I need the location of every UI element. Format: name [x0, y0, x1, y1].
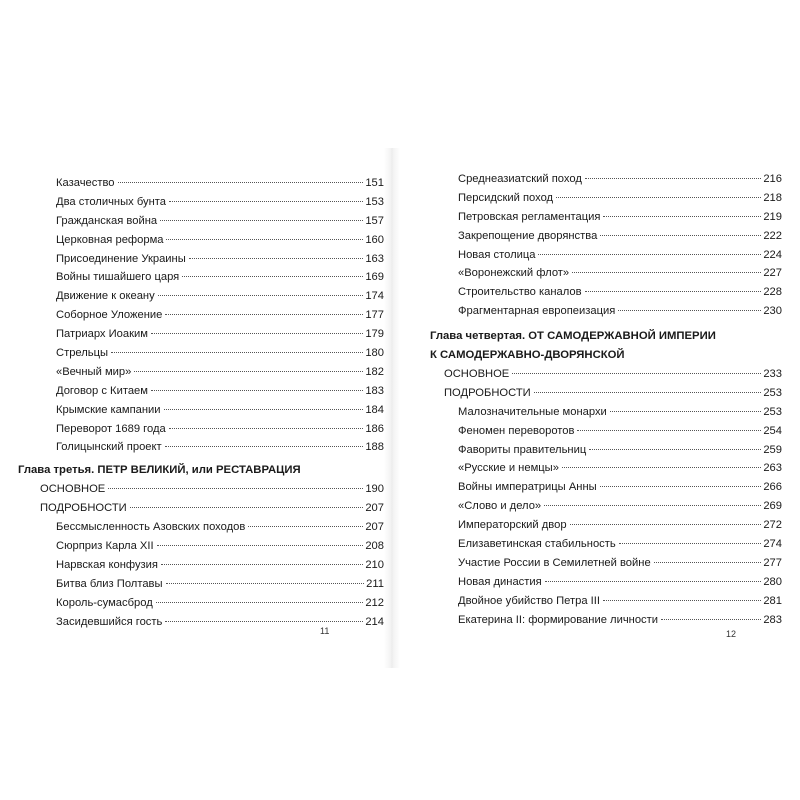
- toc-section: [400, 367, 782, 386]
- toc-entry-title: «Русские и немцы»: [458, 462, 559, 475]
- toc-entry: [400, 556, 782, 575]
- toc-entry-page: 218: [763, 191, 782, 204]
- toc-entry-page: 174: [365, 290, 384, 303]
- toc-entry-title: Двойное убийство Петра III: [458, 594, 600, 607]
- toc-entry-page: 230: [763, 305, 782, 318]
- toc-entry: [18, 384, 384, 403]
- toc-entry-page: 210: [365, 558, 384, 571]
- toc-entry: [400, 248, 782, 267]
- leader-dots: [603, 600, 761, 601]
- toc-entry-page: 208: [365, 539, 384, 552]
- toc-entry-title: Сюрприз Карла XII: [56, 539, 154, 552]
- right-toc: [400, 172, 782, 631]
- toc-entry-title: Персидский поход: [458, 191, 554, 204]
- toc-entry-page: 253: [763, 405, 782, 418]
- toc-entry: [18, 176, 384, 195]
- toc-entry: [400, 461, 782, 480]
- toc-entry: [400, 172, 782, 191]
- leader-dots: [544, 505, 761, 506]
- toc-entry: [18, 270, 384, 289]
- leader-dots: [534, 392, 762, 393]
- toc-entry-title: Новая столица: [458, 248, 536, 261]
- toc-entry-page: 182: [365, 365, 384, 378]
- toc-entry: [400, 443, 782, 462]
- leader-dots: [151, 390, 363, 391]
- leader-dots: [618, 310, 761, 311]
- leader-dots: [661, 619, 761, 620]
- toc-entry: [18, 365, 384, 384]
- toc-entry-title: Засидевшийся гость: [56, 615, 163, 628]
- toc-entry-page: 272: [763, 519, 782, 532]
- toc-entry-page: 169: [365, 271, 384, 284]
- left-page: [18, 148, 384, 668]
- toc-entry-page: 222: [763, 229, 782, 242]
- toc-entry-page: 163: [365, 252, 384, 265]
- leader-dots: [165, 446, 364, 447]
- toc-entry-title: Договор с Китаем: [56, 384, 148, 397]
- leader-dots: [161, 564, 363, 565]
- leader-dots: [610, 411, 762, 412]
- toc-entry-title: Гражданская война: [56, 214, 158, 227]
- toc-entry-page: 281: [763, 594, 782, 607]
- leader-dots: [169, 428, 364, 429]
- leader-dots: [603, 216, 761, 217]
- toc-entry: [400, 285, 782, 304]
- leader-dots: [577, 430, 761, 431]
- leader-dots: [562, 467, 761, 468]
- toc-entry: [18, 214, 384, 233]
- toc-entry: [400, 210, 782, 229]
- toc-entry-title: Войны тишайшего царя: [56, 271, 180, 284]
- leader-dots: [182, 276, 363, 277]
- toc-entry-title: Битва близ Полтавы: [56, 577, 163, 590]
- toc-entry: [18, 252, 384, 271]
- toc-entry-title: Стрельцы: [56, 347, 109, 360]
- toc-entry-page: 160: [365, 233, 384, 246]
- leader-dots: [118, 182, 364, 183]
- leader-dots: [585, 291, 762, 292]
- leader-dots: [166, 583, 365, 584]
- toc-entry-page: 227: [763, 267, 782, 280]
- toc-entry-page: 153: [365, 195, 384, 208]
- toc-entry: [400, 537, 782, 556]
- toc-entry: [18, 327, 384, 346]
- toc-entry-page: 180: [365, 347, 384, 360]
- toc-entry-title: Фавориты правительниц: [458, 443, 587, 456]
- toc-entry-title: Крымские кампании: [56, 403, 161, 416]
- page-number: 11: [320, 626, 330, 636]
- page-number: 12: [726, 629, 737, 639]
- toc-entry: [400, 229, 782, 248]
- leader-dots: [164, 409, 364, 410]
- toc-entry-page: 186: [365, 422, 384, 435]
- leader-dots: [556, 197, 761, 198]
- toc-entry: [18, 195, 384, 214]
- leader-dots: [600, 235, 761, 236]
- toc-entry: [400, 518, 782, 537]
- toc-entry: [18, 440, 384, 459]
- toc-entry-title: Феномен переворотов: [458, 424, 575, 437]
- toc-section-page: 207: [365, 502, 384, 515]
- toc-entry-page: 277: [763, 556, 782, 569]
- toc-entry-title: Фрагментарная европеизация: [458, 305, 616, 318]
- toc-entry: [400, 405, 782, 424]
- toc-entry: [18, 308, 384, 327]
- leader-dots: [165, 314, 363, 315]
- toc-entry-title: Елизаветинская стабильность: [458, 537, 616, 550]
- right-page: [400, 148, 782, 668]
- leader-dots: [600, 486, 762, 487]
- toc-entry: [400, 424, 782, 443]
- toc-entry-page: 274: [763, 537, 782, 550]
- leader-dots: [248, 526, 363, 527]
- chapter-heading: Глава третья. ПЕТР ВЕЛИКИЙ, или РЕСТАВРАЦИЯ: [18, 464, 301, 477]
- toc-entry-title: Присоединение Украины: [56, 252, 186, 265]
- toc-entry-title: Петровская регламентация: [458, 210, 601, 223]
- chapter-heading-continued: К САМОДЕРЖАВНО-ДВОРЯНСКОЙ: [430, 349, 625, 362]
- toc-entry: [18, 520, 384, 539]
- toc-entry-title: Патриарх Иоаким: [56, 328, 148, 341]
- toc-entry-title: Строительство каналов: [458, 286, 582, 299]
- toc-section-title: ОСНОВНОЕ: [40, 483, 106, 496]
- toc-entry-page: 207: [365, 521, 384, 534]
- toc-entry-page: 214: [365, 615, 384, 628]
- leader-dots: [158, 295, 364, 296]
- toc-entry-page: 259: [763, 443, 782, 456]
- toc-entry: [18, 539, 384, 558]
- toc-entry: [18, 422, 384, 441]
- leader-dots: [108, 488, 363, 489]
- toc-entry-page: 219: [763, 210, 782, 223]
- toc-entry-title: Участие России в Семилетней войне: [458, 556, 651, 569]
- leader-dots: [157, 545, 364, 546]
- toc-entry-page: 211: [366, 577, 384, 590]
- toc-section-title: ОСНОВНОЕ: [444, 367, 510, 380]
- toc-entry-title: Бессмысленность Азовских походов: [56, 521, 246, 534]
- toc-entry-title: Два столичных бунта: [56, 195, 166, 208]
- toc-entry-page: 269: [763, 500, 782, 513]
- leader-dots: [111, 352, 363, 353]
- toc-entry-page: 283: [763, 613, 782, 626]
- toc-entry: [400, 266, 782, 285]
- toc-entry: [400, 613, 782, 632]
- toc-entry: [400, 191, 782, 210]
- toc-entry-page: 280: [763, 575, 782, 588]
- toc-entry-page: 188: [365, 441, 384, 454]
- leader-dots: [585, 178, 761, 179]
- toc-section-page: 233: [763, 367, 782, 380]
- toc-entry: [18, 289, 384, 308]
- leader-dots: [545, 581, 762, 582]
- toc-entry: [400, 304, 782, 323]
- leader-dots: [165, 621, 363, 622]
- leader-dots: [538, 254, 761, 255]
- toc-entry-title: Король-сумасброд: [56, 596, 153, 609]
- leader-dots: [572, 272, 761, 273]
- leader-dots: [130, 507, 364, 508]
- toc-section-title: ПОДРОБНОСТИ: [40, 502, 127, 515]
- toc-entry: [400, 594, 782, 613]
- toc-entry-page: 216: [763, 173, 782, 185]
- leader-dots: [160, 220, 363, 221]
- toc-entry-title: «Воронежский флот»: [458, 267, 570, 280]
- toc-entry: [18, 346, 384, 365]
- toc-entry-page: 212: [365, 596, 384, 609]
- toc-entry-title: Среднеазиатский поход: [458, 173, 582, 185]
- toc-entry-title: Императорский двор: [458, 519, 567, 532]
- toc-entry-title: Голицынский проект: [56, 441, 162, 454]
- toc-entry-page: 177: [365, 309, 384, 322]
- toc-entry-title: Екатерина II: формирование личности: [458, 613, 659, 626]
- toc-entry-title: Новая династия: [458, 575, 542, 588]
- toc-entry-page: 224: [763, 248, 782, 261]
- toc-entry-page: 228: [763, 286, 782, 299]
- toc-entry-title: Казачество: [56, 177, 115, 189]
- toc-entry-title: Церковная реформа: [56, 233, 164, 246]
- left-toc: [18, 176, 384, 633]
- toc-entry-page: 179: [365, 328, 384, 341]
- leader-dots: [589, 449, 761, 450]
- toc-entry-page: 266: [763, 481, 782, 494]
- leader-dots: [134, 371, 363, 372]
- leader-dots: [512, 373, 761, 374]
- toc-entry-title: Движение к океану: [56, 290, 155, 303]
- toc-section-page: 190: [365, 483, 384, 496]
- toc-entry-page: 151: [365, 177, 384, 189]
- toc-entry-title: Закрепощение дворянства: [458, 229, 598, 242]
- toc-entry: [18, 577, 384, 596]
- toc-section: [18, 482, 384, 501]
- toc-entry-page: 183: [365, 384, 384, 397]
- toc-entry-page: 263: [763, 462, 782, 475]
- toc-section: [400, 386, 782, 405]
- toc-entry: [18, 596, 384, 615]
- toc-entry-page: 157: [365, 214, 384, 227]
- toc-section-page: 253: [763, 386, 782, 399]
- chapter-heading: Глава четвертая. ОТ САМОДЕРЖАВНОЙ ИМПЕРИИ: [430, 330, 716, 343]
- toc-entry-title: «Слово и дело»: [458, 500, 542, 513]
- toc-entry: [400, 575, 782, 594]
- toc-entry-title: Войны императрицы Анны: [458, 481, 597, 494]
- toc-entry-page: 254: [763, 424, 782, 437]
- leader-dots: [570, 524, 762, 525]
- book-gutter: [384, 148, 400, 668]
- toc-entry-title: Нарвская конфузия: [56, 558, 158, 571]
- toc-section: [18, 501, 384, 520]
- toc-entry-title: «Вечный мир»: [56, 365, 132, 378]
- toc-entry-title: Малозначительные монархи: [458, 405, 607, 418]
- toc-entry: [400, 499, 782, 518]
- leader-dots: [151, 333, 363, 334]
- leader-dots: [169, 201, 363, 202]
- leader-dots: [654, 562, 762, 563]
- leader-dots: [189, 258, 364, 259]
- toc-entry: [18, 403, 384, 422]
- toc-entry: [18, 233, 384, 252]
- leader-dots: [619, 543, 762, 544]
- toc-entry: [18, 558, 384, 577]
- toc-section-title: ПОДРОБНОСТИ: [444, 386, 531, 399]
- leader-dots: [156, 602, 364, 603]
- toc-entry: [400, 480, 782, 499]
- toc-entry-title: Переворот 1689 года: [56, 422, 166, 435]
- leader-dots: [166, 239, 363, 240]
- toc-entry-title: Соборное Уложение: [56, 309, 163, 322]
- toc-entry-page: 184: [365, 403, 384, 416]
